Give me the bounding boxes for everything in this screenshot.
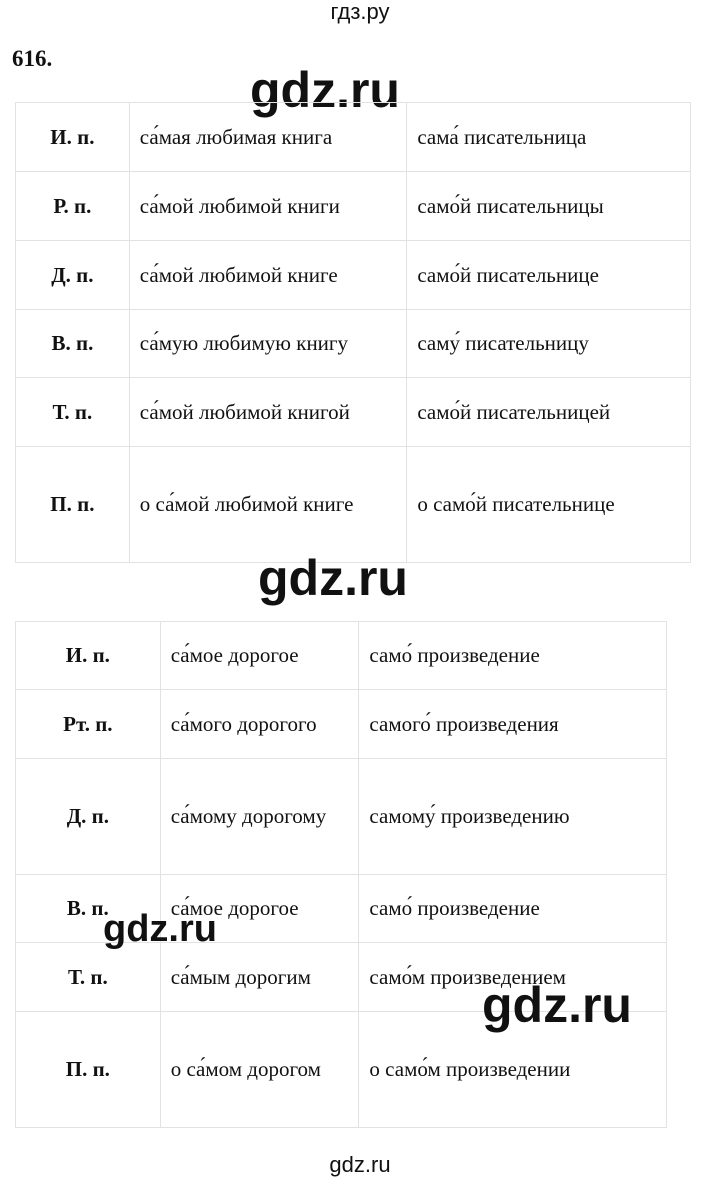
phrase-cell: са́мого дорогого — [160, 690, 359, 759]
phrase-cell: са́мой любимой книге — [129, 241, 407, 310]
site-footer: gdz.ru — [329, 1152, 391, 1177]
case-label: Д. п. — [16, 759, 161, 875]
phrase-cell: само́й писательнице — [407, 241, 691, 310]
phrase-cell: са́мым дорогим — [160, 943, 359, 1012]
phrase-cell: са́мое дорогое — [160, 875, 359, 943]
phrase-cell: самого́ произведения — [359, 690, 667, 759]
case-label: Р. п. — [16, 172, 130, 241]
phrase-cell: сама́ писательница — [407, 103, 691, 172]
declension-table-feminine — [15, 102, 691, 563]
phrase-cell: о само́й писательнице — [407, 447, 691, 563]
case-label: Т. п. — [16, 378, 130, 447]
case-label: И. п. — [16, 622, 161, 690]
phrase-cell: са́мую любимую книгу — [129, 310, 407, 378]
phrase-cell: само́ произведение — [359, 875, 667, 943]
watermark: gdz.ru — [250, 62, 400, 118]
table-row — [16, 172, 691, 241]
case-label: Т. п. — [16, 943, 161, 1012]
table-row — [16, 310, 691, 378]
phrase-cell: са́мому дорогому — [160, 759, 359, 875]
watermark: gdz.ru — [258, 550, 408, 606]
phrase-cell: само́ произведение — [359, 622, 667, 690]
exercise-number: 616. — [12, 46, 53, 71]
phrase-cell: само́й писательницей — [407, 378, 691, 447]
table-row — [16, 622, 667, 690]
table-row — [16, 241, 691, 310]
phrase-cell: само́м произведением — [359, 943, 667, 1012]
case-label: И. п. — [16, 103, 130, 172]
case-label: В. п. — [16, 310, 130, 378]
phrase-cell: о са́мом дорогом — [160, 1012, 359, 1128]
watermark: gdz.ru — [482, 977, 632, 1033]
phrase-cell: самому́ произведению — [359, 759, 667, 875]
case-label: П. п. — [16, 447, 130, 563]
phrase-cell: са́мое дорогое — [160, 622, 359, 690]
watermark: gdz.ru — [103, 908, 217, 950]
phrase-cell: са́мой любимой книги — [129, 172, 407, 241]
table-row — [16, 759, 667, 875]
phrase-cell: са́мой любимой книгой — [129, 378, 407, 447]
phrase-cell: са́мая любимая книга — [129, 103, 407, 172]
declension-table-neuter — [15, 621, 667, 1128]
phrase-cell: само́й писательницы — [407, 172, 691, 241]
case-label: Рт. п. — [16, 690, 161, 759]
table-row — [16, 447, 691, 563]
site-header: гдз.ру — [330, 0, 390, 24]
case-label: Д. п. — [16, 241, 130, 310]
table-row — [16, 103, 691, 172]
case-label: П. п. — [16, 1012, 161, 1128]
phrase-cell: саму́ писательницу — [407, 310, 691, 378]
case-label: В. п. — [16, 875, 161, 943]
phrase-cell: о само́м произведении — [359, 1012, 667, 1128]
table-row — [16, 378, 691, 447]
phrase-cell: о са́мой любимой книге — [129, 447, 407, 563]
table-row — [16, 690, 667, 759]
